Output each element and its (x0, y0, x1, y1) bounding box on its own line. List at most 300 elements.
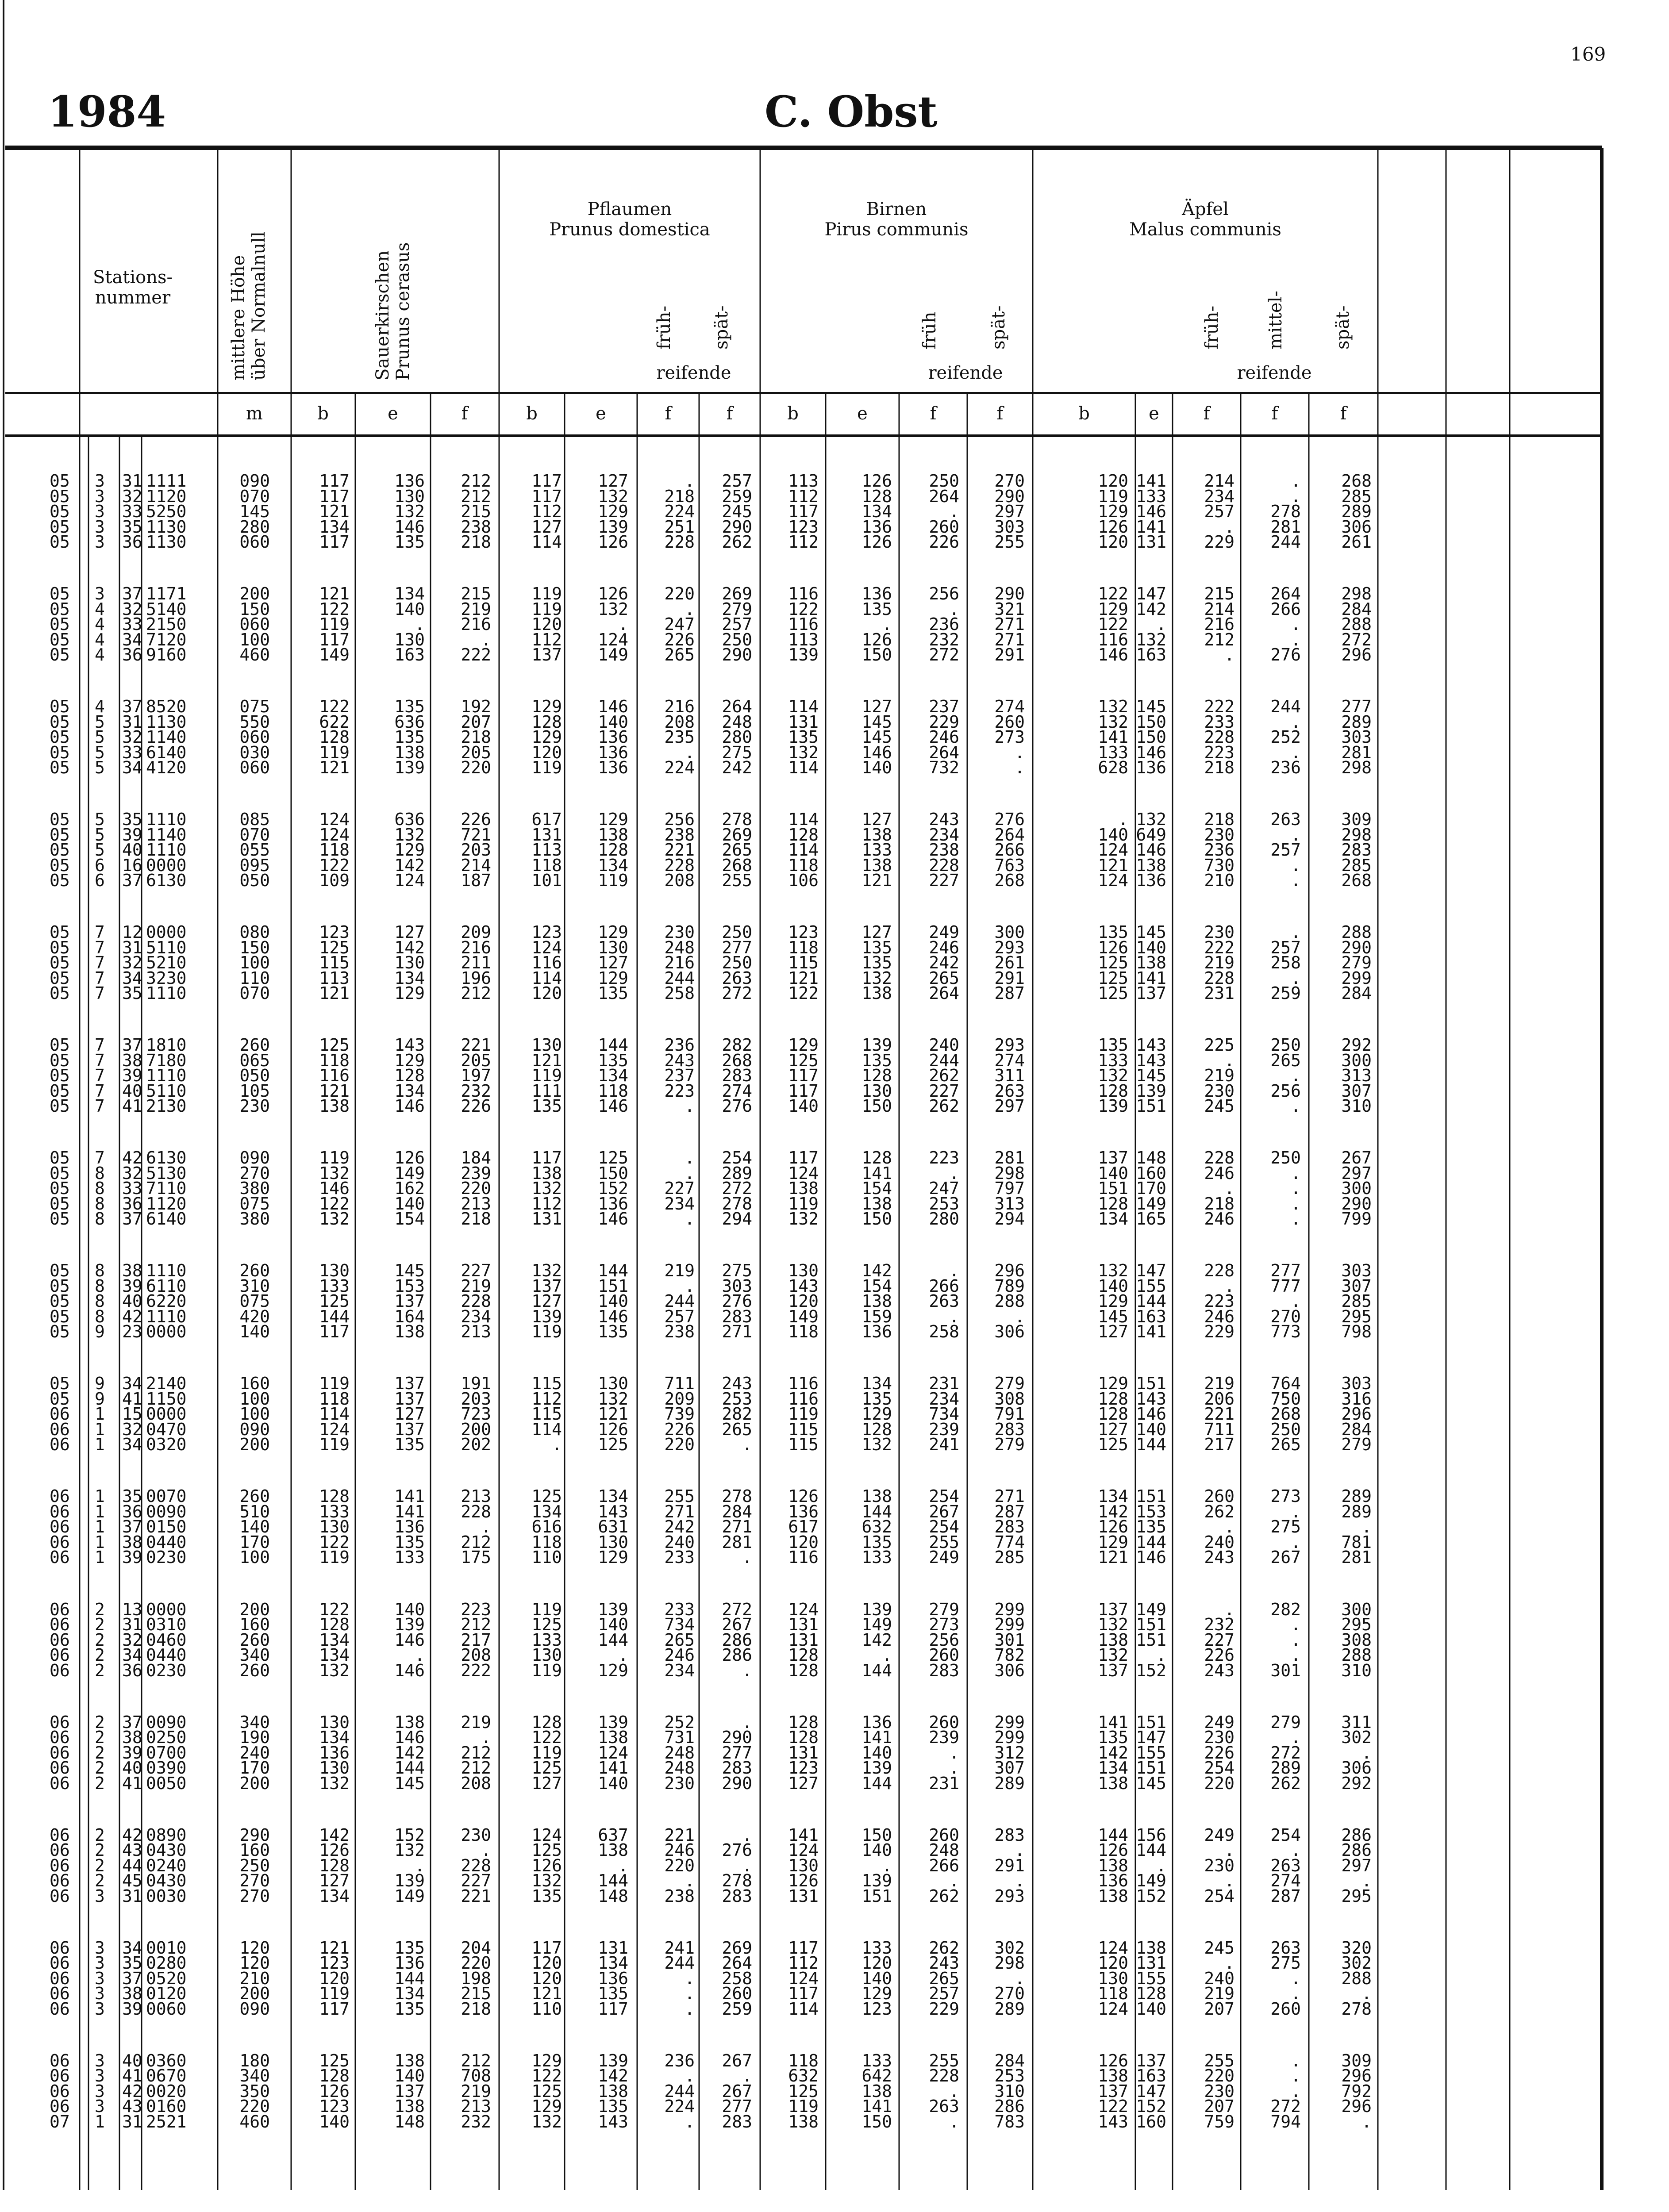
table-cell: 135 (598, 1050, 628, 1070)
unit-label: f (1271, 403, 1278, 424)
unit-label: e (388, 403, 398, 424)
table-cell: 1111 (146, 471, 187, 491)
table-cell: 260 (722, 1984, 752, 2004)
apple-late-label: spät- (1333, 305, 1353, 349)
table-cell: 05 (50, 1050, 70, 1070)
table-cell: 8 (95, 1209, 105, 1229)
table-cell: 112 (788, 532, 819, 552)
table-cell: 06 (50, 1660, 70, 1680)
table-cell: 6 (95, 871, 105, 891)
table-cell: 147 (1136, 584, 1166, 604)
table-cell: 154 (394, 1209, 425, 1229)
table-cell: 126 (861, 532, 892, 552)
table-cell: 37 (122, 697, 142, 717)
table-cell: 113 (531, 840, 562, 860)
table-cell: 6110 (146, 1276, 187, 1296)
table-cell: 223 (929, 1148, 959, 1168)
table-cell: 218 (1204, 758, 1234, 778)
table-cell: 8520 (146, 697, 187, 717)
table-cell: 216 (664, 953, 695, 973)
table-cell: 117 (788, 502, 819, 521)
table-cell: 226 (1204, 1645, 1234, 1665)
table-cell: 270 (239, 1886, 270, 1906)
table-cell: 240 (1204, 1532, 1234, 1552)
table-cell: 05 (50, 953, 70, 973)
table-cell: . (1291, 1209, 1301, 1229)
table-cell: 33 (122, 1179, 142, 1198)
table-cell: 119 (788, 2097, 819, 2116)
table-cell: 262 (929, 1938, 959, 1958)
table-cell: 723 (461, 1404, 491, 1424)
table-cell: 125 (531, 1840, 562, 1860)
table-cell: 138 (1098, 1630, 1128, 1650)
table-cell: 636 (394, 712, 425, 732)
table-cell: 31 (122, 1886, 142, 1906)
table-cell: 136 (861, 517, 892, 537)
table-cell: 129 (1098, 1291, 1128, 1311)
table-cell: 117 (598, 1999, 628, 2019)
table-cell: 141 (1098, 727, 1128, 747)
table-cell: 274 (1270, 1871, 1301, 1891)
table-cell: 134 (394, 968, 425, 988)
table-cell: 9160 (146, 645, 187, 665)
table-cell: 219 (1204, 1374, 1234, 1394)
table-cell: 217 (1204, 1435, 1234, 1455)
table-cell: 42 (122, 2081, 142, 2101)
table-cell: 121 (1098, 1548, 1128, 1567)
table-cell: . (1224, 1517, 1234, 1537)
table-cell: 150 (861, 2112, 892, 2131)
table-cell: 136 (394, 1517, 425, 1537)
table-cell: 140 (1098, 1276, 1128, 1296)
table-cell: 7 (95, 937, 105, 957)
table-cell: 132 (1098, 712, 1128, 732)
table-cell: 06 (50, 1630, 70, 1650)
table-cell: 146 (1136, 840, 1166, 860)
table-cell: 202 (461, 1435, 491, 1455)
table-cell: . (1291, 1728, 1301, 1747)
table-cell: 262 (929, 1096, 959, 1116)
table-cell: 230 (1204, 1855, 1234, 1875)
table-cell: 257 (1204, 502, 1234, 521)
table-cell: 300 (994, 922, 1025, 942)
table-cell: 306 (994, 1660, 1025, 1680)
table-cell: 269 (722, 1938, 752, 1958)
table-cell: . (1291, 1615, 1301, 1634)
table-cell: . (949, 502, 959, 521)
table-cell: 118 (788, 2051, 819, 2070)
table-cell: 05 (50, 1374, 70, 1394)
table-cell: 4 (95, 697, 105, 717)
table-cell: . (481, 1840, 491, 1860)
table-cell: 253 (722, 1389, 752, 1409)
table-cell: 242 (722, 758, 752, 778)
table-cell: 224 (664, 2097, 695, 2116)
table-cell: . (1291, 1532, 1301, 1552)
table-cell: 153 (394, 1276, 425, 1296)
table-cell: 622 (319, 712, 350, 732)
table-cell: 133 (319, 1502, 350, 1521)
table-cell: 06 (50, 1855, 70, 1875)
table-cell: 255 (929, 2051, 959, 2070)
table-cell: 236 (664, 2051, 695, 2070)
table-cell: 212 (461, 2051, 491, 2070)
table-cell: 080 (239, 922, 270, 942)
table-cell: 213 (461, 2097, 491, 2116)
table-cell: 231 (929, 1773, 959, 1793)
table-cell: 306 (994, 1322, 1025, 1342)
table-cell: 143 (1136, 1389, 1166, 1409)
table-cell: 234 (461, 1306, 491, 1326)
table-cell: 268 (1341, 871, 1372, 891)
table-cell: 070 (239, 825, 270, 845)
table-cell: . (1361, 1517, 1372, 1537)
table-cell: 128 (531, 712, 562, 732)
table-cell: 142 (319, 1825, 350, 1845)
table-cell: 1110 (146, 1261, 187, 1281)
table-cell: 160 (1136, 1163, 1166, 1183)
table-cell: 146 (598, 1096, 628, 1116)
table-cell: 126 (531, 1855, 562, 1875)
table-cell: 124 (1098, 1938, 1128, 1958)
table-cell: 37 (122, 1035, 142, 1055)
table-cell: . (618, 1855, 628, 1875)
table-cell: 42 (122, 1306, 142, 1326)
table-cell: 136 (394, 1953, 425, 1973)
table-cell: 136 (598, 1968, 628, 1988)
table-cell: 7 (95, 1081, 105, 1101)
table-cell: 232 (929, 630, 959, 649)
table-cell: 264 (1270, 584, 1301, 604)
sour-cherry-header: Sauerkirschen Prunus cerasus (373, 242, 413, 380)
table-cell: 170 (239, 1532, 270, 1552)
table-cell: 4 (95, 630, 105, 649)
table-cell: 133 (861, 2051, 892, 2070)
table-cell: . (949, 2112, 959, 2131)
table-cell: 135 (394, 697, 425, 717)
table-cell: 0030 (146, 1886, 187, 1906)
table-cell: 232 (1204, 1615, 1234, 1634)
table-cell: 32 (122, 1419, 142, 1439)
table-cell: 121 (531, 1050, 562, 1070)
table-cell: . (685, 1276, 695, 1296)
table-cell: 220 (664, 1855, 695, 1875)
table-cell: 121 (788, 968, 819, 988)
table-cell: 290 (722, 517, 752, 537)
table-cell: 711 (664, 1374, 695, 1394)
table-cell: 163 (394, 645, 425, 665)
table-cell: 235 (664, 727, 695, 747)
table-cell: 135 (861, 1532, 892, 1552)
table-cell: 06 (50, 1548, 70, 1567)
table-cell: 228 (929, 855, 959, 875)
table-cell: 3 (95, 1938, 105, 1958)
table-cell: 316 (1341, 1389, 1372, 1409)
table-cell: 134 (319, 1728, 350, 1747)
table-cell: 239 (929, 1728, 959, 1747)
table-cell: 284 (1341, 983, 1372, 1003)
table-cell: 117 (788, 1148, 819, 1168)
table-cell: 34 (122, 630, 142, 649)
table-cell: 138 (531, 1163, 562, 1183)
table-cell: 5210 (146, 953, 187, 973)
table-cell: 287 (1270, 1886, 1301, 1906)
table-cell: 41 (122, 1389, 142, 1409)
table-cell: 139 (861, 1758, 892, 1778)
table-cell: 125 (598, 1148, 628, 1168)
table-cell: 124 (788, 1163, 819, 1183)
table-cell: 132 (394, 1840, 425, 1860)
table-cell: 06 (50, 1984, 70, 2004)
table-cell: 226 (461, 810, 491, 830)
table-cell: 112 (788, 1953, 819, 1973)
unit-label: f (930, 403, 937, 424)
table-cell: 251 (664, 517, 695, 537)
table-cell: 271 (994, 1486, 1025, 1506)
table-cell: . (742, 1548, 752, 1567)
table-cell: 224 (664, 502, 695, 521)
table-cell: 36 (122, 1502, 142, 1521)
table-cell: 234 (664, 1660, 695, 1680)
table-cell: 135 (394, 532, 425, 552)
table-cell: . (1118, 810, 1128, 830)
table-cell: 283 (722, 1066, 752, 1086)
table-cell: 798 (1341, 1322, 1372, 1342)
table-cell: 121 (598, 1404, 628, 1424)
table-cell: 129 (531, 727, 562, 747)
table-cell: 133 (319, 1276, 350, 1296)
table-cell: 05 (50, 1261, 70, 1281)
table-cell: 145 (1136, 1773, 1166, 1793)
table-cell: 284 (1341, 1419, 1372, 1439)
table-cell: . (1224, 1871, 1234, 1891)
table-cell: 129 (788, 1035, 819, 1055)
table-cell: 213 (461, 1486, 491, 1506)
table-cell: 119 (788, 1404, 819, 1424)
table-cell: . (1291, 712, 1301, 732)
table-cell: 263 (929, 2097, 959, 2116)
table-cell: 4 (95, 614, 105, 634)
table-cell: 147 (1136, 1728, 1166, 1747)
table-cell: 124 (531, 937, 562, 957)
table-cell: 9 (95, 1374, 105, 1394)
table-cell: 284 (1341, 599, 1372, 619)
table-cell: 144 (598, 1261, 628, 1281)
table-cell: 133 (531, 1630, 562, 1650)
table-cell: . (742, 1855, 752, 1875)
table-cell: 257 (722, 614, 752, 634)
table-cell: 146 (1098, 645, 1128, 665)
table-cell: . (1291, 1194, 1301, 1214)
table-cell: . (1156, 1645, 1166, 1665)
table-cell: 050 (239, 871, 270, 891)
table-cell: 150 (861, 645, 892, 665)
table-cell: 271 (722, 1322, 752, 1342)
table-cell: 115 (788, 953, 819, 973)
table-cell: 0010 (146, 1938, 187, 1958)
table-cell: 06 (50, 1825, 70, 1845)
table-cell: 145 (1098, 1306, 1128, 1326)
table-cell: 6130 (146, 1148, 187, 1168)
table-cell: 152 (598, 1179, 628, 1198)
table-cell: 218 (664, 486, 695, 506)
table-cell: 219 (664, 1261, 695, 1281)
table-cell: 31 (122, 2112, 142, 2131)
table-cell: . (685, 1999, 695, 2019)
table-cell: 147 (1136, 2081, 1166, 2101)
table-cell: 1171 (146, 584, 187, 604)
table-cell: 139 (598, 1712, 628, 1732)
table-cell: 151 (1136, 1712, 1166, 1732)
table-cell: 139 (788, 645, 819, 665)
table-cell: 273 (929, 1615, 959, 1634)
table-cell: 227 (461, 1871, 491, 1891)
table-cell: 228 (461, 1502, 491, 1521)
table-cell: 140 (861, 758, 892, 778)
table-cell: 128 (788, 1728, 819, 1747)
table-cell: 256 (1270, 1081, 1301, 1101)
table-cell: 127 (598, 953, 628, 973)
table-cell: 220 (461, 1179, 491, 1198)
table-cell: 132 (319, 1209, 350, 1229)
table-cell: 144 (861, 1773, 892, 1793)
table-cell: 271 (994, 614, 1025, 634)
table-cell: 286 (1341, 1840, 1372, 1860)
table-cell: . (742, 1660, 752, 1680)
table-cell: 380 (239, 1179, 270, 1198)
table-cell: 118 (531, 1532, 562, 1552)
table-cell: 230 (1204, 922, 1234, 942)
table-cell: 250 (722, 630, 752, 649)
table-cell: 113 (788, 471, 819, 491)
table-cell: 303 (1341, 1261, 1372, 1281)
table-cell: 616 (531, 1517, 562, 1537)
table-cell: 120 (788, 1291, 819, 1311)
table-cell: 230 (1204, 2081, 1234, 2101)
table-cell: 101 (531, 871, 562, 891)
table-cell: 460 (239, 645, 270, 665)
table-cell: 270 (239, 1871, 270, 1891)
table-cell: 243 (1204, 1548, 1234, 1567)
table-cell: 263 (1270, 810, 1301, 830)
table-cell: 214 (461, 855, 491, 875)
table-cell: 2 (95, 1871, 105, 1891)
table-cell: 144 (319, 1306, 350, 1326)
table-cell: 228 (461, 1855, 491, 1875)
table-cell: 160 (239, 1615, 270, 1634)
table-cell: 243 (929, 810, 959, 830)
table-cell: 05 (50, 825, 70, 845)
table-cell: 340 (239, 2066, 270, 2086)
table-cell: 124 (788, 1840, 819, 1860)
table-cell: 132 (531, 1871, 562, 1891)
table-cell: 226 (1204, 1743, 1234, 1763)
table-cell: 123 (319, 922, 350, 942)
table-cell: 200 (461, 1419, 491, 1439)
table-cell: . (481, 1517, 491, 1537)
table-cell: . (1015, 1968, 1025, 1988)
table-cell: 283 (722, 1886, 752, 1906)
table-cell: 146 (1136, 1548, 1166, 1567)
table-cell: 156 (1136, 1825, 1166, 1845)
table-cell: 264 (994, 825, 1025, 845)
table-cell: 2 (95, 1712, 105, 1732)
table-cell: 120 (788, 1532, 819, 1552)
table-cell: 632 (788, 2066, 819, 2086)
table-cell: 236 (664, 1035, 695, 1055)
table-cell: 203 (461, 840, 491, 860)
table-cell: . (1361, 1984, 1372, 2004)
table-cell: 055 (239, 840, 270, 860)
unit-label: f (665, 403, 672, 424)
table-cell: 149 (1136, 1599, 1166, 1619)
table-cell: 132 (788, 1209, 819, 1229)
table-cell: 310 (1341, 1096, 1372, 1116)
table-cell: 291 (994, 968, 1025, 988)
table-cell: 150 (1136, 727, 1166, 747)
table-cell: 134 (531, 1502, 562, 1521)
table-cell: 270 (994, 471, 1025, 491)
table-cell: 227 (929, 871, 959, 891)
table-cell: 050 (239, 1066, 270, 1086)
apple-early-label: früh- (1202, 306, 1222, 349)
table-cell: 138 (394, 2051, 425, 2070)
table-cell: 06 (50, 1645, 70, 1665)
table-cell: 1 (95, 1502, 105, 1521)
table-cell: 283 (994, 1517, 1025, 1537)
table-cell: 296 (1341, 645, 1372, 665)
table-cell: 269 (722, 825, 752, 845)
apple-ripening-label: reifende (1237, 363, 1312, 383)
table-cell: 313 (994, 1194, 1025, 1214)
table-cell: 125 (319, 937, 350, 957)
table-cell: 791 (994, 1404, 1025, 1424)
table-cell: 112 (531, 1194, 562, 1214)
table-cell: 242 (664, 1517, 695, 1537)
table-cell: 281 (1270, 517, 1301, 537)
table-cell: 05 (50, 532, 70, 552)
table-cell: 155 (1136, 1276, 1166, 1296)
table-cell: 05 (50, 727, 70, 747)
table-cell: . (481, 630, 491, 649)
table-cell: 2 (95, 1743, 105, 1763)
table-cell: 37 (122, 1968, 142, 1988)
table-cell: 075 (239, 1194, 270, 1214)
table-cell: 165 (1136, 1209, 1166, 1229)
table-cell: 244 (664, 2081, 695, 2101)
table-cell: 248 (664, 1758, 695, 1778)
table-cell: 119 (319, 614, 350, 634)
table-cell: 141 (1098, 1712, 1128, 1732)
unit-label: f (1340, 403, 1347, 424)
table-cell: 320 (1341, 1938, 1372, 1958)
table-cell: 216 (461, 614, 491, 634)
table-cell: 123 (788, 922, 819, 942)
table-cell: 277 (722, 937, 752, 957)
table-cell: 273 (1270, 1486, 1301, 1506)
table-cell: 0000 (146, 1404, 187, 1424)
table-cell: 31 (122, 471, 142, 491)
table-cell: 310 (239, 1276, 270, 1296)
table-cell: 114 (531, 532, 562, 552)
table-cell: 134 (598, 1486, 628, 1506)
table-cell: 262 (1270, 1773, 1301, 1793)
table-cell: 230 (239, 1096, 270, 1116)
table-cell: 37 (122, 871, 142, 891)
table-cell: 124 (598, 1743, 628, 1763)
table-cell: 257 (722, 471, 752, 491)
table-cell: 200 (239, 1599, 270, 1619)
